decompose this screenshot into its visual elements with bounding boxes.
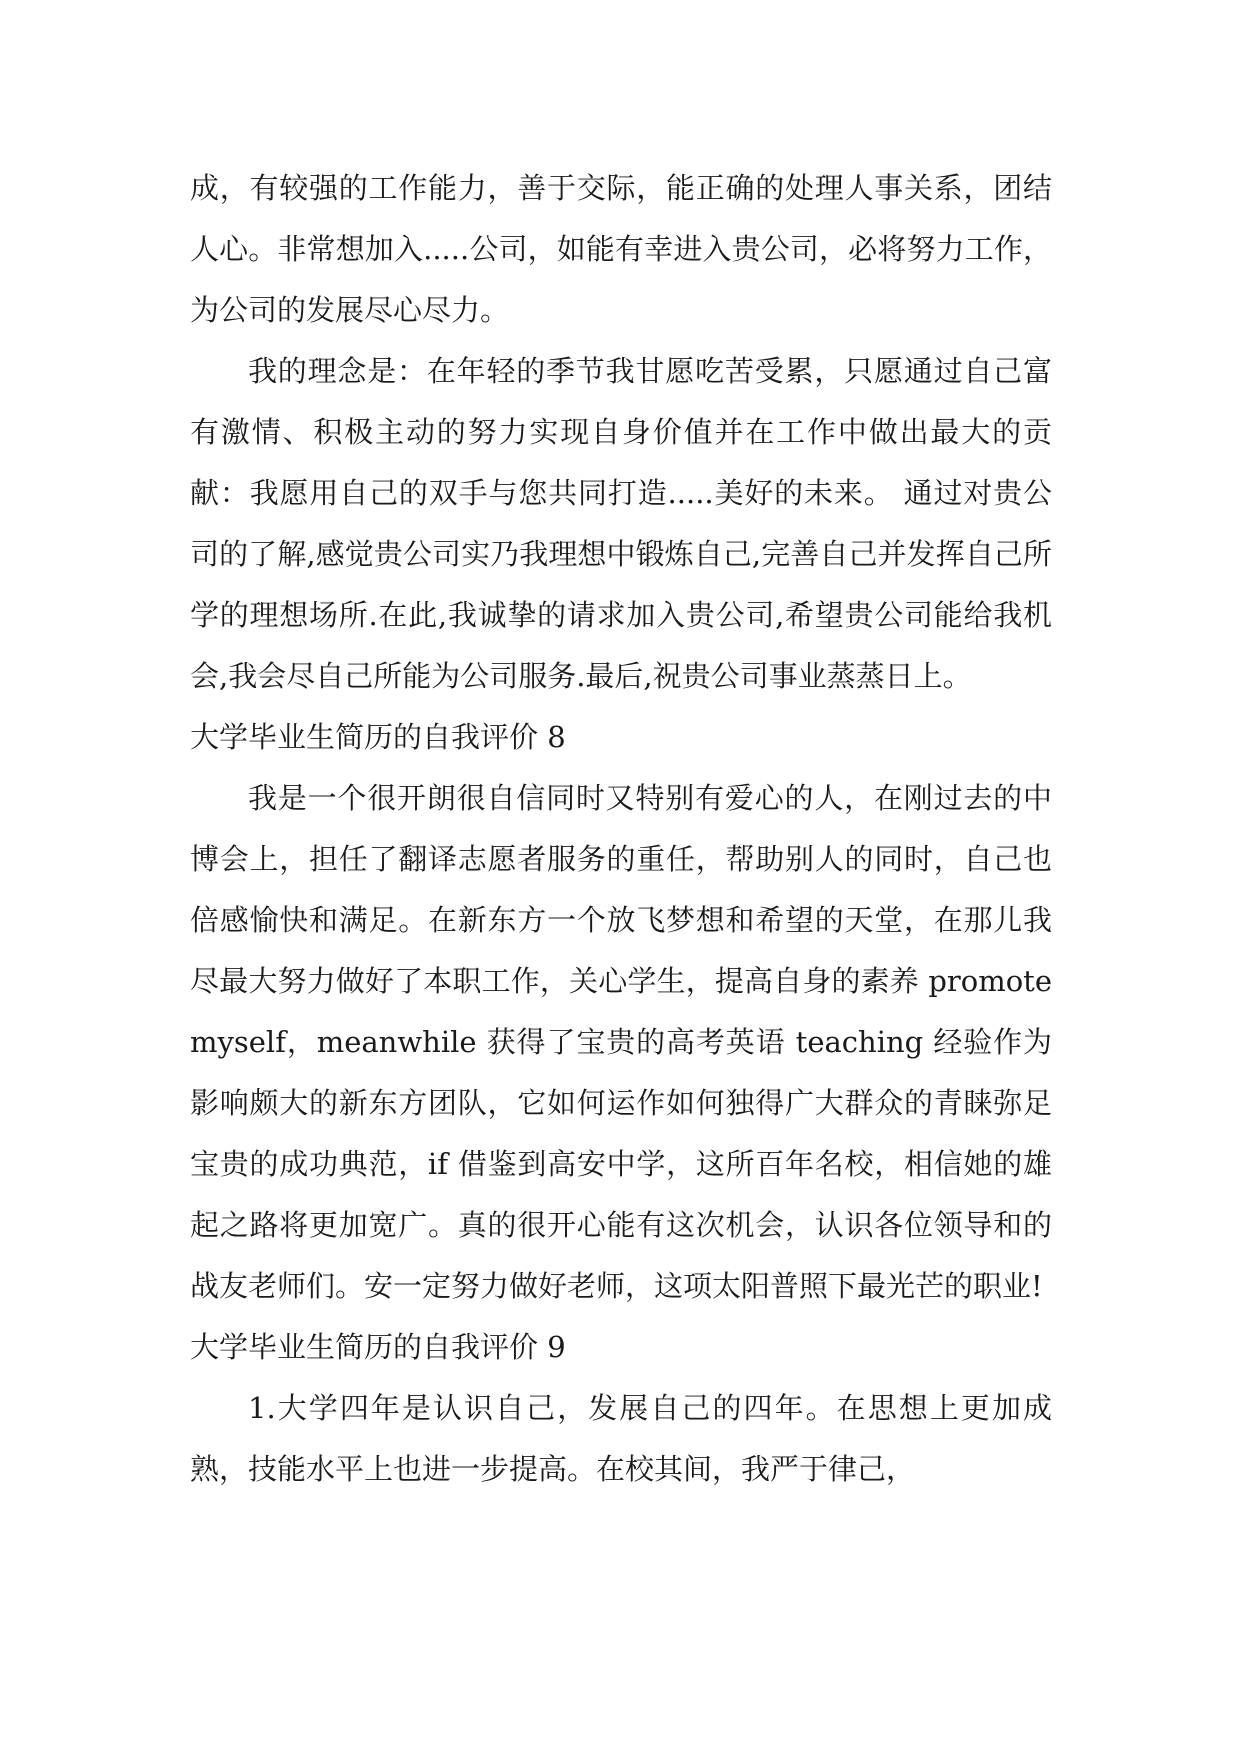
paragraph-self-evaluation-9: 1.大学四年是认识自己，发展自己的四年。在思想上更加成熟，技能水平上也进一步提高。在校其间，我严于律己， [190, 1391, 1052, 1486]
section-heading-9: 大学毕业生简历的自我评价 9 [190, 1330, 566, 1364]
document-body [190, 158, 1052, 1500]
paragraph-philosophy: 我的理念是：在年轻的季节我甘愿吃苦受累，只愿通过自己富有激情、积极主动的努力实现自身价值并在工作中做出最大的贡献：我愿用自己的双手与您共同打造.....美好的未来。 通过对贵公司的了解,感觉贵公司实乃我理想中锻炼自己,完善自己并发挥自己所学的理想场所.在此,我诚挚的请求加入贵公司,希望贵公司能给我机会,我会尽自己所能为公司服务.最后,祝贵公司事业蒸蒸日上。 [190, 354, 1052, 693]
paragraph-continuation: 成，有较强的工作能力，善于交际，能正确的处理人事关系，团结人心。非常想加入.....公司，如能有幸进入贵公司，必将努力工作，为公司的发展尽心尽力。 [190, 171, 1052, 327]
paragraph-self-evaluation-8: 我是一个很开朗很自信同时又特别有爱心的人，在刚过去的中博会上，担任了翻译志愿者服务的重任，帮助别人的同时，自己也倍感愉快和满足。在新东方一个放飞梦想和希望的天堂，在那儿我尽最大努力做好了本职工作，关心学生，提高自身的素养 promote myself，meanwhile 获得了宝贵的高考英语 teaching 经验作为影响颇大的新东方团队，它如何运作如何独得广大群众的青睐弥足宝贵的成功典范，if 借鉴到高安中学，这所百年名校，相信她的雄起之路将更加宽广。真的很开心能有这次机会，认识各位领导和的战友老师们。安一定努力做好老师，这项太阳普照下最光芒的职业! [190, 781, 1052, 1303]
section-heading-8: 大学毕业生简历的自我评价 8 [190, 720, 566, 754]
